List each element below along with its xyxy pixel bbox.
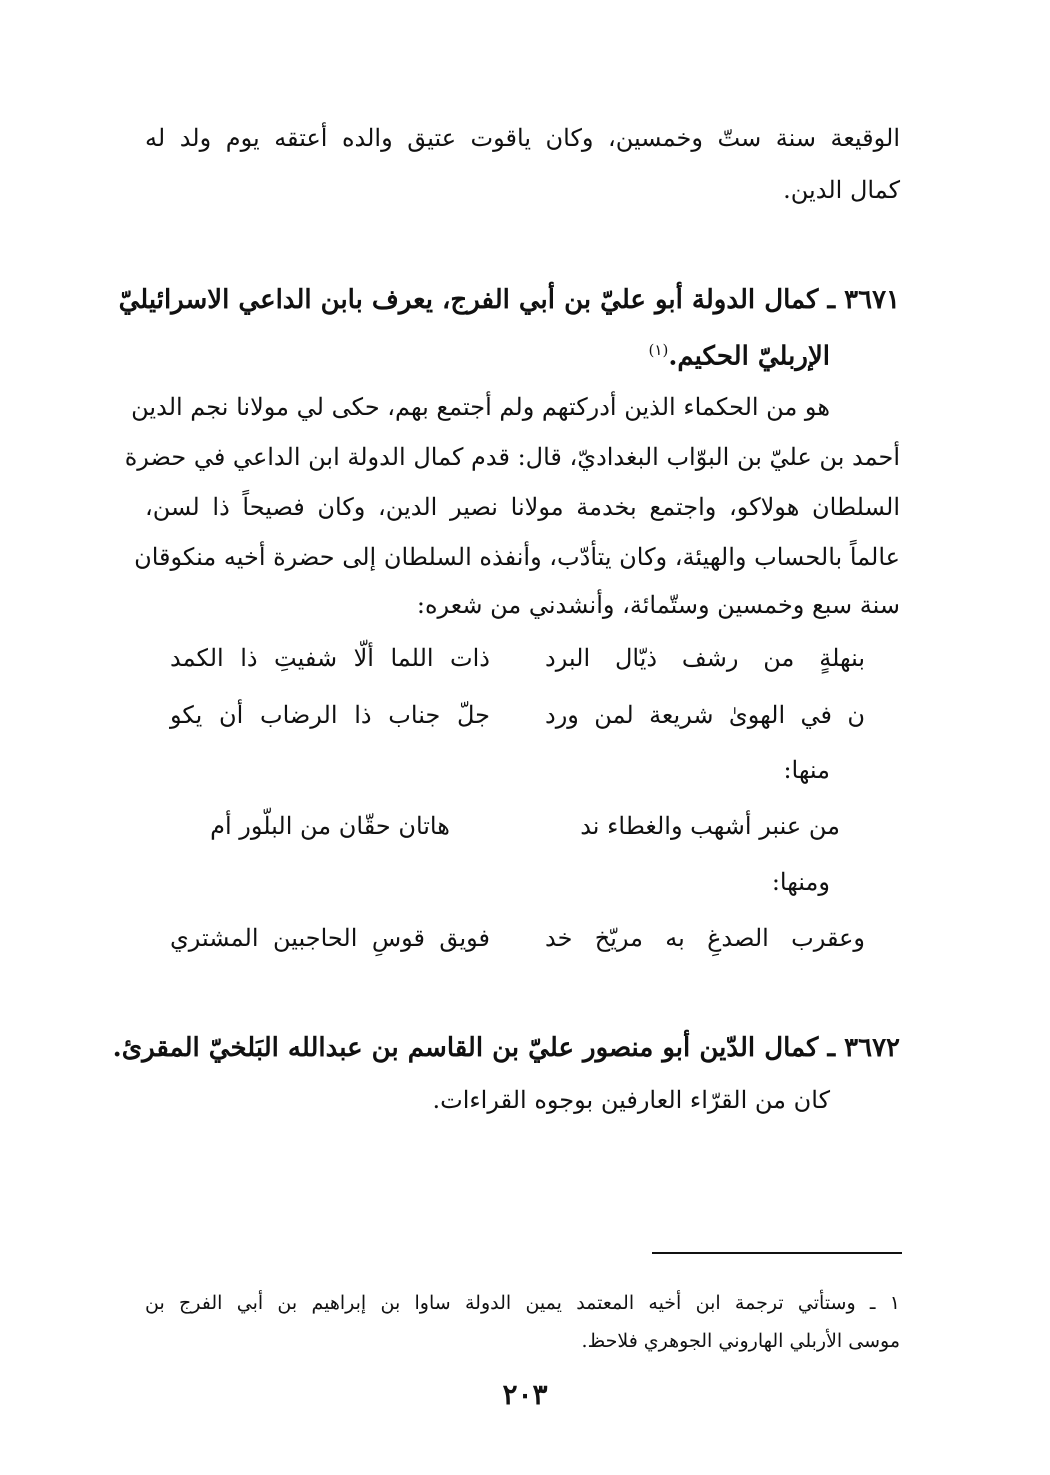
page-number: ٢٠٣ bbox=[502, 1378, 548, 1411]
entry-3671-heading-text: الإربليّ الحكيم. bbox=[668, 341, 830, 372]
entry-3671-heading-line-1: ٣٦٧١ ـ كمال الدولة أبو عليّ بن أبي الفرج، يعرف بابن الداعي الاسرائيليّ bbox=[118, 285, 900, 315]
verse-4-second-hemistich: وعقرب الصدغِ به مريّخ خد bbox=[545, 924, 865, 952]
entry-3672-body: كان من القرّاء العارفين بوجوه القراءات. bbox=[432, 1086, 830, 1114]
entry-3671-body-line-3: السلطان هولاكو، واجتمع بخدمة مولانا نصير الدين، وكان فصيحاً ذا لسن، bbox=[145, 493, 900, 521]
verse-4-first-hemistich: فويق قوسِ الحاجبين المشتري bbox=[170, 924, 490, 952]
footnote-separator bbox=[652, 1252, 902, 1254]
intro-line-1: الوقيعة سنة ستّ وخمسين، وكان ياقوت عتيق والده أعتقه يوم ولد له bbox=[145, 124, 900, 152]
footnote-line-1: ١ ـ وستأتي ترجمة ابن أخيه المعتمد يمين الدولة ساوا بن إبراهيم بن أبي الفرج بن bbox=[145, 1292, 900, 1314]
verse-label-minha: منها: bbox=[783, 756, 830, 784]
entry-3671-body-line-2: أحمد بن عليّ بن البوّاب البغداديّ، قال: قدم كمال الدولة ابن الداعي في حضرة bbox=[124, 443, 900, 471]
footnote-reference: (١) bbox=[648, 341, 669, 359]
verse-1-second-hemistich: بنهلةٍ من رشف ذيّال البرد bbox=[545, 644, 865, 672]
entry-3672-heading: ٣٦٧٢ ـ كمال الدّين أبو منصور عليّ بن القاسم بن عبدالله البَلخيّ المقرئ. bbox=[112, 1033, 900, 1063]
verse-2-second-hemistich: ن في الهوىٰ شريعة لمن ورد bbox=[545, 701, 865, 729]
intro-line-2: كمال الدين. bbox=[783, 176, 900, 204]
footnote-line-2: موسى الأربلي الهاروني الجوهري فلاحظ. bbox=[581, 1330, 900, 1352]
entry-3671-body-line-4: عالماً بالحساب والهيئة، وكان يتأدّب، وأنفذه السلطان إلى حضرة أخيه منكوقان bbox=[134, 543, 900, 571]
verse-3-second-hemistich: من عنبر أشهب والغطاء ند bbox=[580, 812, 840, 840]
verse-2-first-hemistich: جلّ جناب ذا الرضاب أن يكو bbox=[170, 701, 490, 729]
verse-label-wa-minha: ومنها: bbox=[771, 868, 830, 896]
entry-3671-body-line-1: هو من الحكماء الذين أدركتهم ولم أجتمع بهم، حكى لي مولانا نجم الدين bbox=[131, 393, 830, 421]
entry-3671-body-line-5: سنة سبع وخمسين وستّمائة، وأنشدني من شعره: bbox=[416, 591, 900, 619]
verse-3-first-hemistich: هاتان حقّان من البلّور أم bbox=[210, 812, 450, 840]
verse-1-first-hemistich: ذات اللما ألّا شفيتِ ذا الكمد bbox=[170, 644, 490, 672]
entry-3671-heading-line-2 bbox=[145, 330, 830, 377]
